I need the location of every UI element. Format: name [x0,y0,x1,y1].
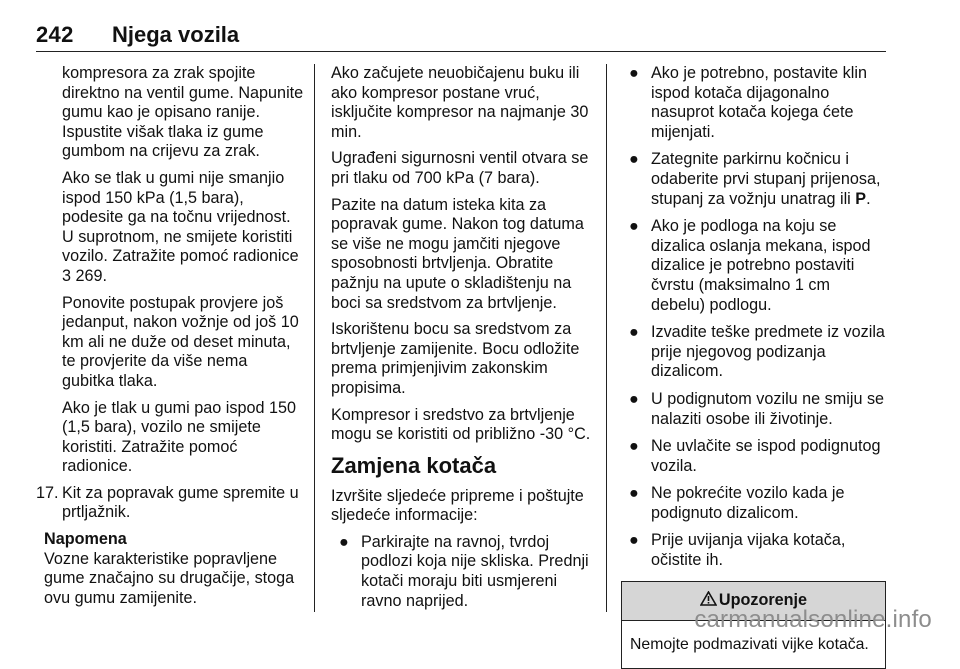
paragraph: Ugrađeni sigurnosni ventil otvara se pri tlaku od 700 kPa (7 bara). [331,149,589,187]
paragraph: Kompresor i sredstvo za brtvljenje mogu se koristiti od približno -30 °C. [331,405,591,444]
bullet-icon: ● [629,217,639,236]
step-text: Kit za popravak gume spremite u prtljažnik. [62,483,299,522]
bullet-icon: ● [629,323,639,342]
bullet-icon: ● [339,532,349,551]
page-header [36,22,886,52]
warning-text: Nemojte podmazivati vijke kotača. [630,635,869,653]
column-divider [606,64,607,612]
list-item: ● Izvadite teške predmete iz vozila prije njegovog podizanja dizalicom. [629,323,885,381]
list-item: ● U podignutom vozilu ne smiju se nalaziti osobe ili životinje. [629,389,885,428]
warning-title: Upozorenje [718,590,808,609]
column-3 [621,64,886,669]
list-item: ● Ako je potrebno, postavite klin ispod kotača dijagonalno nasuprot kotača kojega ćete mijenjati. [629,64,867,141]
section-heading: Zamjena kotača [331,452,497,478]
list-item: ● Ne pokrećite vozilo kada je podignuto dizalicom. [629,484,845,522]
watermark: carmanualsonline.info [694,606,932,633]
column-1 [36,64,304,608]
bullet-list [621,64,886,571]
bullet-icon: ● [629,150,639,169]
step-number: 17. [36,483,59,502]
page-reference: 3 269. [62,266,108,285]
paragraph: Ako se tlak u gumi nije smanjio ispod 150 kPa (1,5 bara), podesite ga na točnu vrijednost. U suprotnom, ne smijete koristiti vozilo. Zatražite pomoć radionice 3 269. [62,168,299,285]
paragraph: Pazite na datum isteka kita za popravak gume. Nakon tog datuma se više ne mogu jamčiti njegove sposobnosti brtvljenja. Obratite pažnju na upute o skladištenju na boci sa sredstvom za brtvljenje. [331,195,584,312]
step-17 [36,484,304,523]
list-item: ● Parkirajte na ravnoj, tvrdoj podlozi koja nije skliska. Prednji kotači moraju biti usmjereni ravno naprijed. [339,532,589,610]
list-item: ● Ne uvlačite se ispod podignutog vozila. [629,437,881,475]
header-rule [36,51,886,52]
paragraph: Ako je tlak u gumi pao ispod 150 (1,5 bara), vozilo ne smijete koristiti. Zatražite pomoć radionice. [62,398,296,476]
list-item: ● Zategnite parkirnu kočnicu i odaberite prvi stupanj prijenosa, stupanj za vožnju unatrag ili P. [629,150,881,208]
bullet-icon: ● [629,484,639,503]
bullet-icon: ● [629,437,639,456]
bullet-icon: ● [629,64,639,82]
column-divider [314,64,315,612]
list-item: ● Prije uvijanja vijaka kotača, očistite ih. [629,531,846,570]
intro-text: Izvršite sljedeće pripreme i poštujte sljedeće informacije: [331,486,584,525]
bullet-list [331,533,597,611]
note-text: Vozne karakteristike popravljene gume značajno su drugačije, stoga ovu gumu zamijenite. [44,549,295,607]
page-number: 242 [36,22,74,47]
bullet-icon: ● [629,531,639,550]
paragraph: kompresora za zrak spojite direktno na ventil gume. Napunite gumu kao je opisano ranije. Ispustite višak tlaka iz gume gumbom na crijevu za zrak. [62,64,304,161]
paragraph: Ponovite postupak provjere još jedanput, nakon vožnje od još 10 km ali ne duže od deset minuta, te provjerite da više nema gubitka tlaka. [62,293,299,390]
paragraph: Ako začujete neuobičajenu buku ili ako kompresor postane vruć, isključite kompresor na najmanje 30 min. [331,64,589,141]
bullet-icon: ● [629,389,639,408]
section-title: Njega vozila [112,22,240,47]
list-item: ● Ako je podloga na koju se dizalica oslanja mekana, ispod dizalice je potrebno postaviti čvrstu (maksimalno 1 cm debelu) podlogu. [629,217,871,314]
note-title: Napomena [44,530,127,549]
paragraph: Iskorištenu bocu sa sredstvom za brtvljenje zamijenite. Bocu odložite prema primjenjivim zakonskim propisima. [331,320,580,397]
column-2 [331,64,597,619]
